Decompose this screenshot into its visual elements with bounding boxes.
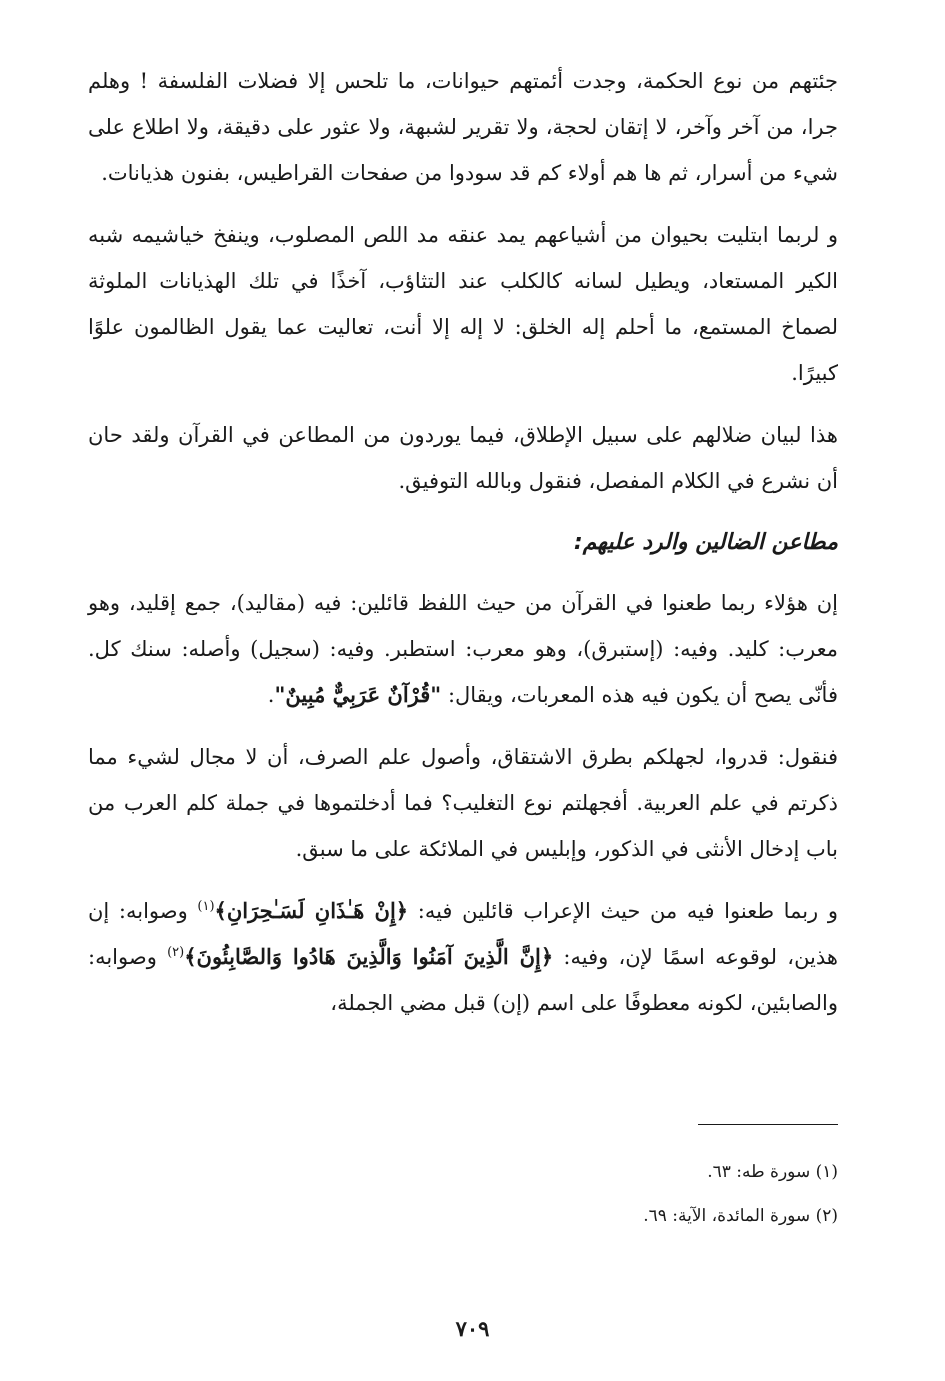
footnote-ref-1[interactable]: (١)	[197, 899, 215, 914]
paragraph-6-part-1: و ربما طعنوا فيه من حيث الإعراب قائلين فيه:	[417, 899, 838, 923]
quran-verse-1: ﴿إِنْ هَـٰذَانِ لَسَـٰحِرَانِ﴾	[214, 898, 409, 923]
section-heading: مطاعن الضالين والرد عليهم:	[573, 530, 838, 555]
footnote-ref-2[interactable]: (٢)	[167, 945, 185, 960]
paragraph-6-part-3: وصوابه: والصابئين، لكونه معطوفًا على اسم (إن) قبل مضي الجملة،	[88, 945, 838, 1015]
paragraph-5: فنقول: قدروا، لجهلكم بطرق الاشتقاق، وأصول علم الصرف، أن لا مجال لشيء مما ذكرتم في علم العربية. أفجهلتم نوع التغليب؟ فما أدخلتموها في جملة كلم العرب من باب إدخال الأنثى في الذكور، وإبليس في الملائكة على ما سبق.	[88, 745, 838, 861]
paragraph-4-end: .	[267, 683, 275, 707]
paragraph-2: و لربما ابتليت بحيوان من أشياعهم يمد عنقه مد اللص المصلوب، وينفخ خياشيمه شبه الكير المستعاد، ويطيل لسانه كالكلب عند التثاؤب، آخذًا في تلك الهذيانات الملوثة لصماخ المستمع، ما أحلم إله الخلق: لا إله إلا أنت، تعاليت عما يقول الظالمون علوًا كبيرًا.	[88, 223, 838, 385]
quran-verse-2: ﴿إِنَّ الَّذِينَ آمَنُوا وَالَّذِينَ هَادُوا وَالصَّابِئُونَ﴾	[184, 944, 554, 969]
footnote-divider	[698, 1124, 838, 1125]
footnotes	[238, 1150, 838, 1238]
paragraph-4	[88, 580, 838, 718]
paragraph-6	[88, 888, 838, 1026]
footnote-2: (٢) سورة المائدة، الآية: ٦٩.	[643, 1206, 838, 1226]
quran-quote: "قُرْآنٌ عَرَبِيٌّ مُبِينٌ"	[274, 682, 442, 707]
page-number: ٧٠٩	[455, 1316, 490, 1341]
paragraph-6-part-2: وصوابه: إن هذين، لوقوعه اسمًا لإن، وفيه:	[88, 899, 838, 969]
paragraph-3: هذا لبيان ضلالهم على سبيل الإطلاق، فيما يوردون من المطاعن في القرآن ولقد حان أن نشرع في الكلام المفصل، فنقول وبالله التوفيق.	[88, 423, 838, 493]
paragraph-4-text: إن هؤلاء ربما طعنوا في القرآن من حيث اللفظ قائلين: فيه (مقاليد)، جمع إقليد، وهو معرب: كليد. وفيه: (إستبرق)، وهو معرب: استطبر. وفيه: (سجيل) وأصله: سنك كل. فأنّى يصح أن يكون فيه هذه المعربات، ويقال:	[88, 591, 838, 707]
paragraph-1: جئتهم من نوع الحكمة، وجدت أئمتهم حيوانات، ما تلحس إلا فضلات الفلسفة ! وهلم جرا، من آخر وآخر، لا إتقان لحجة، ولا تقرير لشبهة، ولا عثور على دقيقة، ولا اطلاع على شيء من أسرار، ثم ها هم أولاء كم قد سودوا من صفحات القراطيس، بفنون هذيانات.	[88, 69, 838, 185]
footnote-1: (١) سورة طه: ٦٣.	[707, 1162, 838, 1182]
page-body	[88, 58, 838, 1026]
